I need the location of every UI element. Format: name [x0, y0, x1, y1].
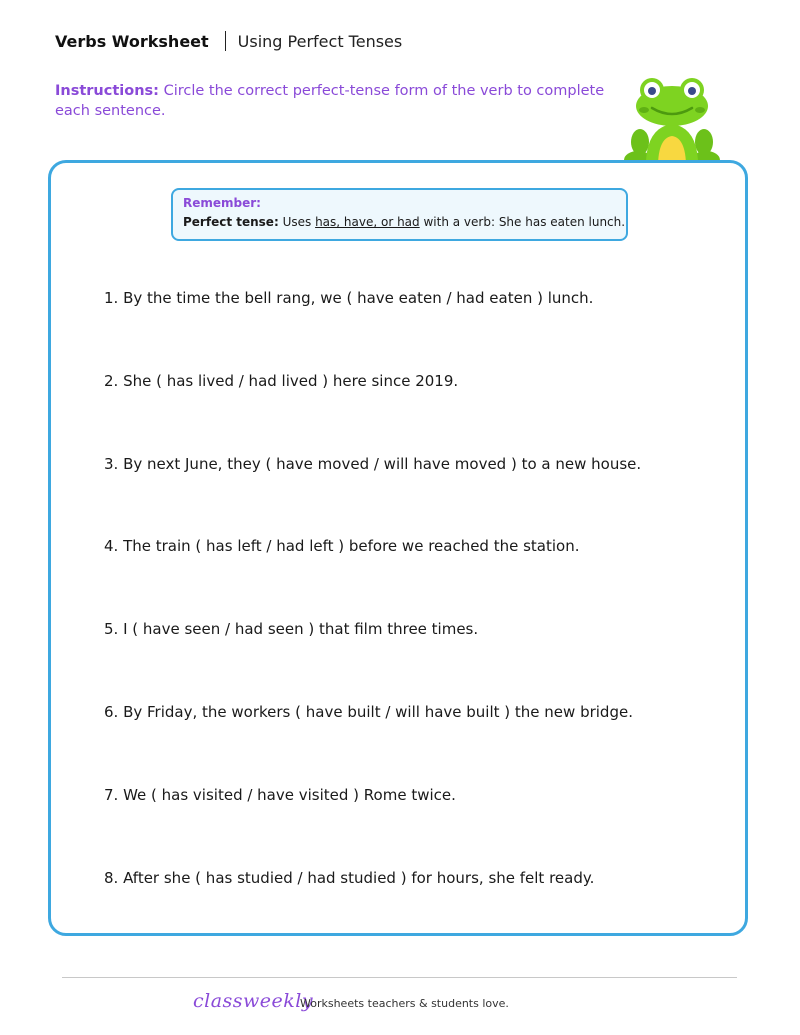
question-item: 6. By Friday, the workers ( have built / will have built ) the new bridge.	[104, 702, 633, 721]
instructions-text: Circle the correct perfect-tense form of the verb to complete each sentence.	[55, 83, 605, 119]
question-item: 3. By next June, they ( have moved / will have moved ) to a new house.	[104, 454, 642, 473]
question-item: 1. By the time the bell rang, we ( have eaten / had eaten ) lunch.	[104, 289, 594, 307]
question-item: 2. She ( has lived / had lived ) here since 2019.	[104, 371, 459, 390]
instructions	[55, 81, 615, 121]
remember-pre: Uses	[282, 215, 312, 229]
question-item: 8. After she ( has studied / had studied ) for hours, she felt ready.	[104, 868, 595, 887]
footer-tagline: Worksheets teachers & students love.	[300, 997, 509, 1010]
footer-logo: classweekly	[193, 990, 314, 1012]
remember-post: with a verb: She has eaten lunch.	[423, 215, 626, 229]
question-list	[104, 288, 724, 950]
remember-label: Perfect tense:	[183, 215, 279, 229]
remember-box	[171, 188, 628, 241]
worksheet-title: Verbs Worksheet	[55, 31, 209, 51]
remember-underlined: has, have, or had	[315, 215, 420, 229]
footer-divider	[62, 977, 737, 978]
instructions-lead: Instructions:	[55, 83, 159, 99]
question-item: 4. The train ( has left / had left ) before we reached the station.	[104, 537, 580, 556]
remember-heading: Remember:	[183, 196, 261, 210]
worksheet-subtitle: Using Perfect Tenses	[237, 31, 403, 51]
worksheet-header	[55, 30, 402, 52]
remember-body	[183, 214, 626, 230]
question-item: 5. I ( have seen / had seen ) that film three times.	[104, 620, 479, 639]
header-divider	[225, 31, 226, 51]
frog-icon	[622, 76, 722, 172]
question-item: 7. We ( has visited / have visited ) Rome twice.	[104, 785, 456, 804]
